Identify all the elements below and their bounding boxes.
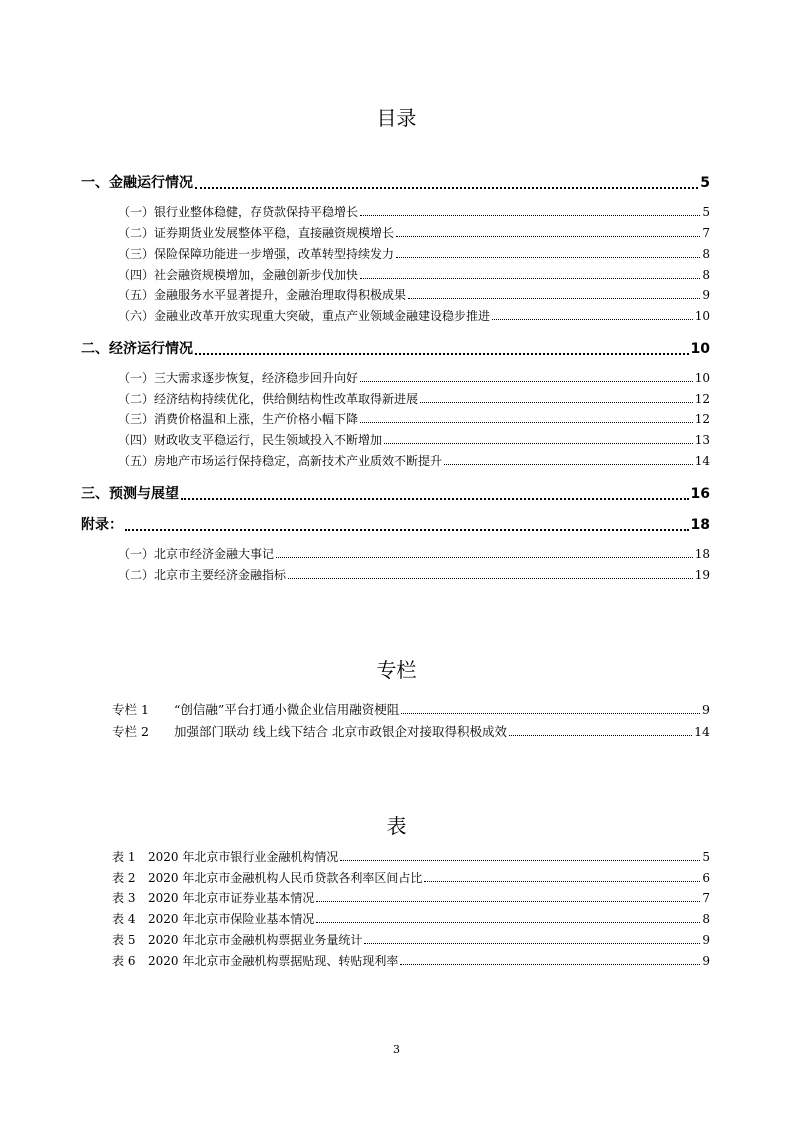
- leader-dots: [195, 186, 698, 189]
- toc-page-number: 19: [694, 568, 710, 582]
- toc-section-finance[interactable]: [81, 172, 710, 192]
- leader-dots: [396, 256, 700, 258]
- toc-item[interactable]: [118, 431, 710, 448]
- table-label: 表 6: [112, 954, 136, 968]
- tables-title: 表: [386, 814, 407, 838]
- toc-page-number: 7: [702, 226, 710, 240]
- toc-item[interactable]: [118, 369, 710, 386]
- table-label: 表 1: [112, 850, 136, 864]
- leader-dots: [288, 577, 693, 579]
- toc-section-appendix[interactable]: [81, 514, 710, 534]
- leader-dots: [492, 318, 693, 320]
- leader-dots: [424, 880, 700, 882]
- leader-dots: [125, 528, 689, 531]
- page-number: 3: [393, 1043, 400, 1056]
- toc-item-title: （四）财政收支平稳运行，民生领域投入不断增加: [118, 433, 383, 447]
- toc-item[interactable]: [118, 566, 710, 583]
- toc-item[interactable]: [118, 266, 710, 283]
- toc-page-number: 10: [694, 371, 710, 385]
- toc-page-number: 5: [702, 205, 710, 219]
- toc-page-number: 18: [694, 547, 710, 561]
- leader-dots: [195, 352, 689, 355]
- table-page-number: 9: [702, 954, 710, 968]
- toc-item-title: （二）经济结构持续优化，供给侧结构性改革取得新进展: [118, 392, 419, 406]
- table-label: 表 2: [112, 871, 136, 885]
- leader-dots: [360, 277, 700, 279]
- table-page-number: 8: [702, 912, 710, 926]
- toc-page-number: 10: [690, 341, 710, 357]
- leader-dots: [408, 297, 700, 299]
- toc-page-number: 18: [690, 517, 710, 533]
- table-label: 表 3: [112, 891, 136, 905]
- table-label: 表 5: [112, 933, 136, 947]
- leader-dots: [340, 859, 700, 861]
- leader-dots: [396, 235, 700, 237]
- columns-title: 专栏: [376, 658, 417, 682]
- toc-item-title: （三）消费价格温和上涨，生产价格小幅下降: [118, 412, 359, 426]
- toc-item-title: （一）银行业整体稳健，存贷款保持平稳增长: [118, 205, 359, 219]
- leader-dots: [364, 942, 700, 944]
- toc-page-number: 16: [690, 486, 710, 502]
- column-label: 专栏 2: [112, 724, 149, 739]
- leader-dots: [276, 556, 693, 558]
- table-page-number: 9: [702, 933, 710, 947]
- table-entry[interactable]: [112, 889, 710, 906]
- table-title: 2020 年北京市金融机构人民币贷款各利率区间占比: [148, 871, 423, 885]
- toc-item-title: （二）北京市主要经济金融指标: [118, 568, 287, 582]
- toc-item-title: （五）房地产市场运行保持稳定，高新技术产业质效不断提升: [118, 454, 443, 468]
- table-title: 2020 年北京市保险业基本情况: [148, 912, 315, 926]
- toc-item[interactable]: [118, 390, 710, 407]
- toc-title: 目录: [376, 106, 417, 130]
- column-entry[interactable]: [112, 722, 710, 740]
- toc-item[interactable]: [118, 307, 710, 324]
- toc-page-number: 12: [694, 392, 710, 406]
- leader-dots: [401, 712, 700, 714]
- leader-dots: [316, 921, 700, 923]
- toc-item[interactable]: [118, 286, 710, 303]
- table-title: 2020 年北京市证券业基本情况: [148, 891, 315, 905]
- table-title: 2020 年北京市金融机构票据业务量统计: [148, 933, 363, 947]
- toc-section-economy[interactable]: [81, 338, 710, 358]
- toc-item[interactable]: [118, 245, 710, 262]
- toc-item-title: （一）北京市经济金融大事记: [118, 547, 275, 561]
- table-entry[interactable]: [112, 848, 710, 865]
- leader-dots: [384, 442, 693, 444]
- column-label: 专栏 1: [112, 702, 149, 717]
- leader-dots: [420, 401, 693, 403]
- toc-page-number: 8: [702, 268, 710, 282]
- toc-item-title: （六）金融业改革开放实现重大突破，重点产业领域金融建设稳步推进: [118, 309, 491, 323]
- leader-dots: [360, 421, 693, 423]
- toc-section-title: 一、金融运行情况: [81, 175, 193, 191]
- table-entry[interactable]: [112, 952, 710, 969]
- toc-page-number: 5: [700, 175, 710, 191]
- table-entry[interactable]: [112, 910, 710, 927]
- toc-item-title: （五）金融服务水平显著提升，金融治理取得积极成果: [118, 288, 407, 302]
- leader-dots: [360, 214, 700, 216]
- column-page-number: 14: [694, 724, 710, 739]
- toc-section-outlook[interactable]: [81, 483, 710, 503]
- column-title: 加强部门联动 线上线下结合 北京市政银企对接取得积极成效: [174, 724, 507, 739]
- toc-section-title: 二、经济运行情况: [81, 341, 193, 357]
- table-page-number: 7: [702, 891, 710, 905]
- toc-section-title: 附录：: [81, 517, 123, 533]
- table-page-number: 6: [702, 871, 710, 885]
- table-page-number: 5: [702, 850, 710, 864]
- leader-dots: [444, 463, 693, 465]
- leader-dots: [400, 963, 700, 965]
- leader-dots: [509, 734, 692, 736]
- toc-item[interactable]: [118, 545, 710, 562]
- toc-item-title: （四）社会融资规模增加，金融创新步伐加快: [118, 268, 359, 282]
- toc-item[interactable]: [118, 224, 710, 241]
- toc-page-number: 14: [694, 454, 710, 468]
- toc-item[interactable]: [118, 410, 710, 427]
- table-entry[interactable]: [112, 869, 710, 886]
- toc-page-number: 10: [694, 309, 710, 323]
- toc-page-number: 13: [694, 433, 710, 447]
- column-title: “创信融”平台打通小微企业信用融资梗阻: [174, 702, 400, 717]
- toc-item-title: （二）证券期货业发展整体平稳，直接融资规模增长: [118, 226, 395, 240]
- leader-dots: [181, 497, 689, 500]
- column-entry[interactable]: [112, 700, 710, 718]
- toc-page-number: 8: [702, 247, 710, 261]
- table-title: 2020 年北京市金融机构票据贴现、转贴现利率: [148, 954, 399, 968]
- leader-dots: [316, 900, 700, 902]
- table-entry[interactable]: [112, 931, 710, 948]
- toc-item[interactable]: [118, 203, 710, 220]
- table-title: 2020 年北京市银行业金融机构情况: [148, 850, 339, 864]
- toc-item-title: （三）保险保障功能进一步增强，改革转型持续发力: [118, 247, 395, 261]
- toc-page-number: 12: [694, 412, 710, 426]
- toc-page-number: 9: [702, 288, 710, 302]
- table-label: 表 4: [112, 912, 136, 926]
- leader-dots: [360, 380, 693, 382]
- toc-section-title: 三、预测与展望: [81, 486, 179, 502]
- toc-item-title: （一）三大需求逐步恢复，经济稳步回升向好: [118, 371, 359, 385]
- toc-item[interactable]: [118, 452, 710, 469]
- column-page-number: 9: [702, 702, 710, 717]
